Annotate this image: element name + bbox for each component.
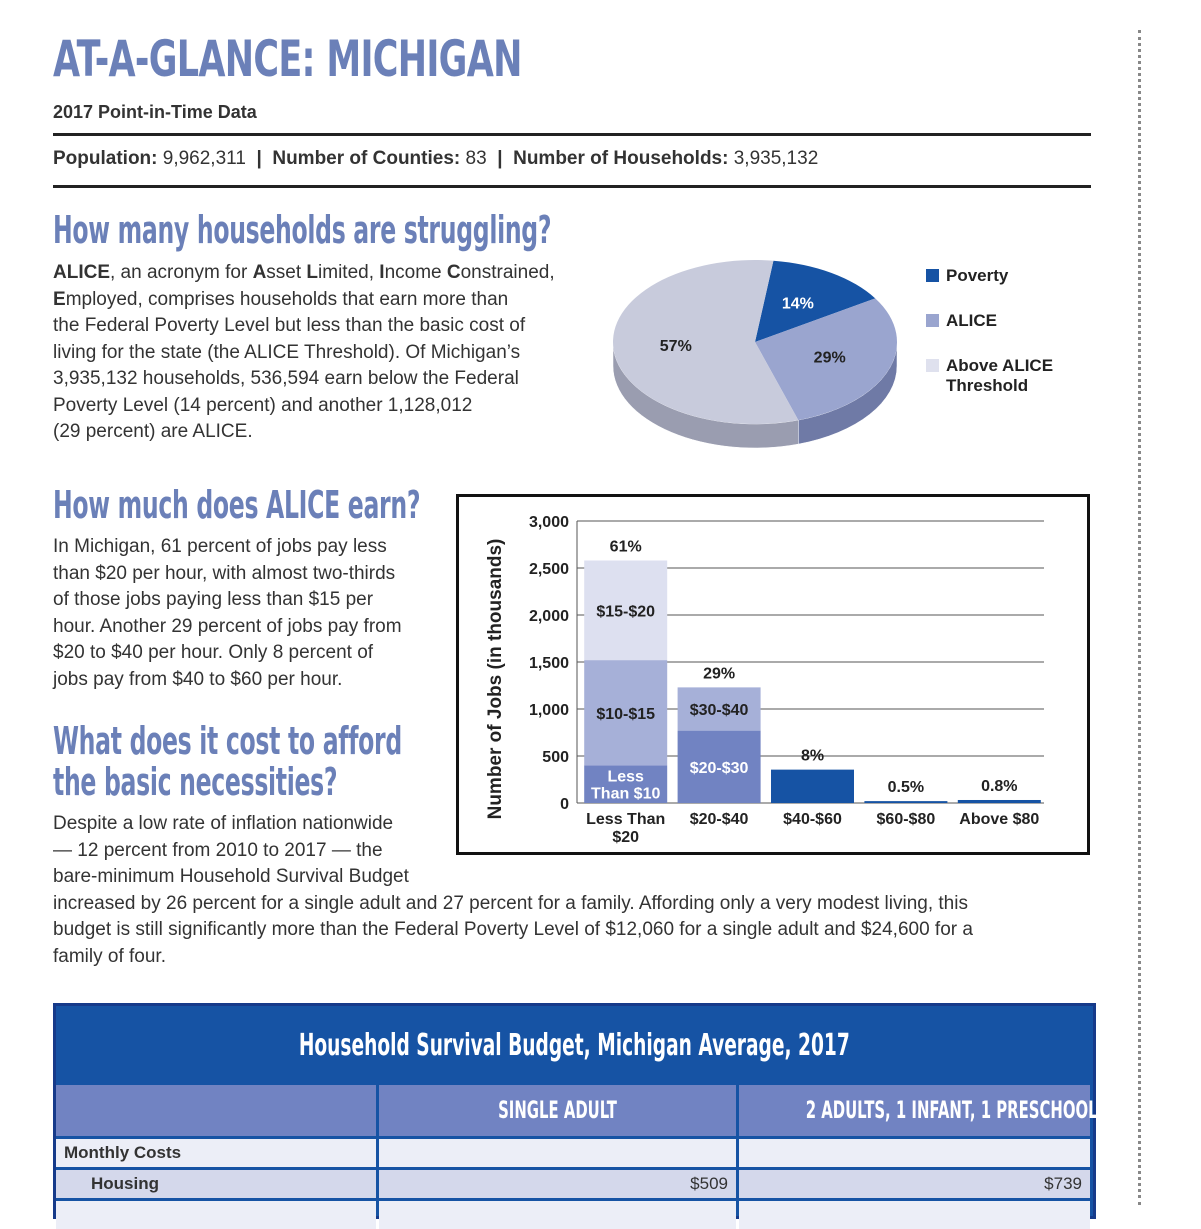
page-subtitle: 2017 Point-in-Time Data — [53, 102, 257, 122]
chart-segment-label: $10-$15 — [596, 705, 656, 723]
table-header-family — [739, 1085, 1120, 1136]
chart-y-tick-label: 0 — [560, 796, 569, 813]
paragraph-line: jobs pay from $40 to $60 per hour. — [53, 668, 343, 690]
chart-x-tick-label: $20-$40 — [689, 811, 749, 828]
legend-swatch-poverty — [926, 269, 939, 282]
text-span: , an acronym for — [110, 262, 253, 283]
table-cell — [739, 1201, 1090, 1229]
table-title — [56, 1028, 1093, 1063]
legend-swatch-above — [926, 359, 939, 372]
household-pie-chart — [600, 250, 910, 460]
chart-x-tick-label: Less Than — [586, 811, 666, 828]
chart-segment-label: $20-$30 — [689, 759, 749, 777]
chart-y-tick-label: 500 — [542, 749, 569, 766]
chart-segment-label: Less — [607, 768, 644, 786]
header-label: SINGLE ADULT — [498, 1096, 617, 1124]
pie-slice-label: 14% — [781, 295, 814, 313]
pie-chart-slices — [613, 260, 897, 424]
chart-y-tick-label: 1,000 — [528, 702, 569, 719]
table-section-row — [56, 1139, 1090, 1167]
chart-y-tick-label: 2,500 — [528, 561, 569, 578]
chart-x-tick-label: $60-$80 — [876, 811, 936, 828]
legend-alice — [926, 311, 997, 331]
counties-label: Number of Counties: — [272, 148, 461, 169]
paragraph-line: Poverty Level (14 percent) and another 1,128,012 — [53, 394, 473, 416]
table-row-housing — [56, 1170, 1090, 1198]
chart-x-tick-label: Above $80 — [959, 811, 1040, 828]
paragraph-line: bare-minimum Household Survival Budget — [53, 866, 409, 887]
legend-poverty — [926, 266, 1008, 286]
chart-total-label: 0.5% — [887, 779, 925, 797]
households-label: Number of Households: — [513, 148, 729, 169]
chart-bar-segment — [958, 800, 1041, 803]
acronym-letter: A — [252, 262, 267, 283]
chart-bar-segment — [771, 770, 854, 803]
table-cell — [379, 1139, 736, 1167]
earn-paragraph — [53, 534, 453, 693]
chart-total-label: 61% — [609, 538, 642, 556]
paragraph-line: hour. Another 29 percent of jobs pay from — [53, 615, 402, 637]
text-span: sset — [266, 262, 307, 283]
top-rule — [53, 133, 1091, 136]
population-label: Population: — [53, 148, 158, 169]
legend-label: Threshold — [946, 376, 1029, 395]
table-header-blank — [56, 1085, 376, 1136]
table-header-single — [379, 1085, 736, 1136]
paragraph-line: In Michigan, 61 percent of jobs pay less — [53, 536, 387, 557]
chart-bars — [584, 538, 1041, 803]
chart-y-ticks — [529, 514, 569, 813]
chart-total-label: 29% — [703, 665, 736, 683]
chart-segment-label: $30-$40 — [689, 702, 749, 719]
acronym-letter: L — [306, 262, 319, 283]
header-label: 2 ADULTS, 1 INFANT, 1 PRESCHOOLER — [805, 1096, 1120, 1124]
chart-y-tick-label: 1,500 — [528, 655, 569, 672]
paragraph-line: living for the state (the ALICE Threshold). Of Michigan’s — [53, 341, 521, 363]
jobs-bar-chart — [459, 497, 1087, 852]
acronym-letter: E — [53, 288, 66, 310]
acronym-letter: I — [379, 262, 385, 283]
paragraph-line: than $20 per hour, with almost two-thirds — [53, 562, 396, 584]
table-row-next — [56, 1201, 1090, 1229]
paragraph-line: increased by 26 percent for a single adult and 27 percent for a family. Affording only a very modest living, this — [53, 892, 968, 914]
legend-label: Poverty — [946, 266, 1009, 285]
legend-above-alice — [926, 356, 1053, 396]
chart-segment-label: Than $10 — [591, 785, 661, 803]
chart-x-tick-label: $40-$60 — [783, 811, 842, 828]
section-heading-cost-2: the basic necessities? — [53, 760, 338, 804]
households-value: 3,935,132 — [733, 148, 819, 169]
paragraph-line: $20 to $40 per hour. Only 8 percent of — [53, 642, 374, 663]
table-cell-family: $739 — [739, 1170, 1090, 1198]
paragraph-line: 3,935,132 households, 536,594 earn below the Federal — [53, 368, 519, 389]
chart-y-tick-label: 3,000 — [528, 514, 569, 531]
paragraph-line: budget is still significantly more than the Federal Poverty Level of $12,060 for a single adult and $24,600 for a — [53, 919, 973, 940]
chart-x-tick-label: $20 — [612, 829, 640, 846]
chart-y-axis-label: Number of Jobs (in thousands) — [485, 538, 506, 820]
population-value: 9,962,311 — [162, 148, 246, 169]
alice-paragraph — [53, 260, 613, 446]
section-heading-earn: How much does ALICE earn? — [53, 483, 421, 527]
paragraph-line: Despite a low rate of inflation nationwide — [53, 813, 394, 834]
paragraph-line: family of four. — [53, 945, 166, 967]
chart-total-label: 0.8% — [981, 777, 1018, 795]
pie-slice-label: 29% — [813, 349, 846, 367]
page-title: AT-A-GLANCE: MICHIGAN — [53, 30, 522, 88]
margin-dotted-divider — [1138, 30, 1141, 1205]
legend-label: Above ALICE — [946, 356, 1054, 375]
chart-segment-label: $15-$20 — [596, 603, 656, 621]
counties-value: 83 — [465, 148, 487, 169]
jobs-bar-chart-frame — [456, 494, 1090, 855]
text-span: ncome — [384, 262, 447, 283]
section-heading-cost-1: What does it cost to afford — [53, 719, 402, 763]
legend-label: ALICE — [946, 311, 997, 330]
table-section-label: Monthly Costs — [56, 1139, 376, 1167]
stats-line — [53, 148, 818, 170]
section-heading-struggling: How many households are struggling? — [53, 208, 552, 252]
table-cell — [739, 1139, 1090, 1167]
text-span: imited, — [318, 262, 380, 283]
chart-x-labels — [586, 811, 1039, 846]
acronym-letter: C — [446, 262, 461, 283]
table-title-text: Household Survival Budget, Michigan Average, 2017 — [299, 1028, 850, 1063]
survival-budget-table — [53, 1003, 1120, 1219]
paragraph-line: (29 percent) are ALICE. — [53, 421, 253, 442]
text-span: mployed, comprises households that earn more than — [65, 288, 509, 310]
legend-swatch-alice — [926, 314, 939, 327]
chart-bar-segment — [864, 801, 947, 803]
stats-separator: | — [497, 148, 503, 169]
alice-term: ALICE — [53, 262, 110, 283]
pie-slice-label: 57% — [659, 338, 692, 356]
table-cell-single: $509 — [379, 1170, 736, 1198]
table-row-label: Housing — [56, 1170, 376, 1198]
table-cell — [56, 1201, 376, 1229]
stats-separator: | — [256, 148, 262, 169]
paragraph-line: — 12 percent from 2010 to 2017 — the — [53, 839, 383, 861]
table-cell — [379, 1201, 736, 1229]
chart-y-tick-label: 2,000 — [528, 608, 569, 625]
chart-total-label: 8% — [800, 747, 825, 765]
stats-rule — [53, 185, 1091, 188]
text-span: onstrained, — [460, 262, 555, 283]
paragraph-line: the Federal Poverty Level but less than the basic cost of — [53, 315, 526, 336]
paragraph-line: of those jobs paying less than $15 per — [53, 589, 374, 610]
